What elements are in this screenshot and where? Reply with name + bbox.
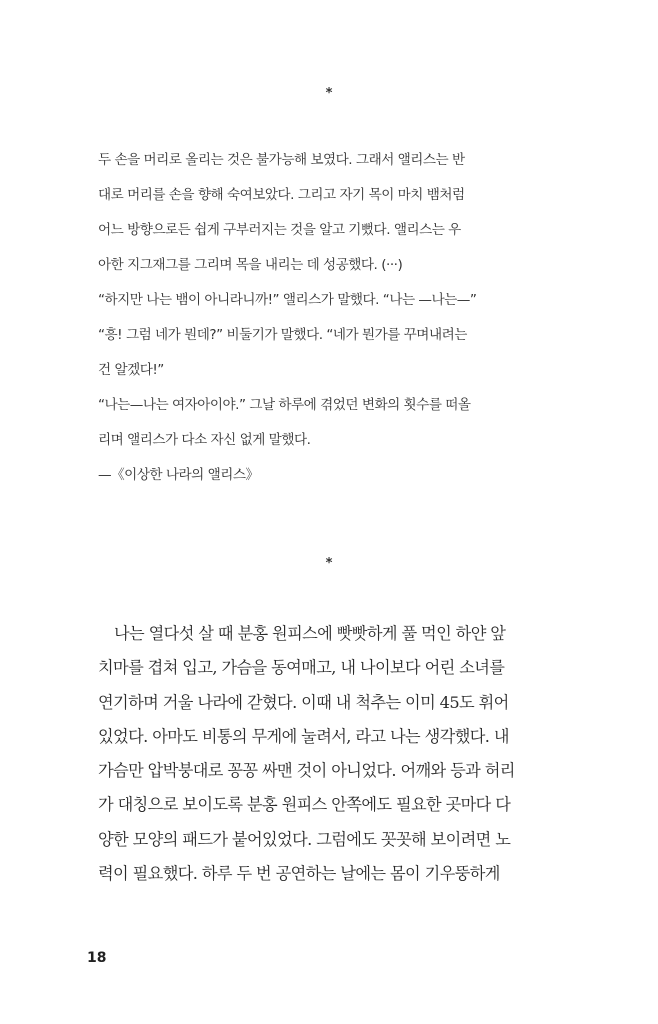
body-line: 연기하며 거울 나라에 갇혔다. 이때 내 척추는 이미 45도 휘어 (98, 692, 509, 712)
quote-line: 두 손을 머리로 올리는 것은 불가능해 보였다. 그래서 앨리스는 반 (98, 152, 465, 168)
body-line: 가 대칭으로 보이도록 분홍 원피스 안쪽에도 필요한 곳마다 다 (98, 795, 511, 815)
body-line: 가슴만 압박붕대로 꽁꽁 싸맨 것이 아니었다. 어깨와 등과 허리 (98, 761, 515, 781)
body-paragraph (98, 620, 530, 894)
body-line: 치마를 겹쳐 입고, 가슴을 동여매고, 내 나이보다 어린 소녀를 (98, 658, 505, 678)
quote-line: “흥! 그럼 네가 뭔데?” 비둘기가 말했다. “네가 뭔가를 꾸며내려는 (98, 327, 467, 343)
body-line: 력이 필요했다. 하루 두 번 공연하는 날에는 몸이 기우뚱하게 (98, 864, 500, 884)
epigraph-quote (98, 148, 528, 498)
quote-line: “나는—나는 여자아이야.” 그날 하루에 겪었던 변화의 횟수를 떠올 (98, 397, 471, 413)
body-line: 나는 열다섯 살 때 분홍 원피스에 빳빳하게 풀 먹인 하얀 앞 (114, 624, 506, 643)
section-separator-top: * (325, 86, 333, 101)
quote-source: —《이상한 나라의 앨리스》 (98, 467, 259, 483)
body-line: 양한 모양의 패드가 붙어있었다. 그럼에도 꼿꼿해 보이려면 노 (98, 829, 511, 849)
quote-line: 리며 앨리스가 다소 자신 없게 말했다. (98, 432, 311, 448)
page-number: 18 (87, 950, 107, 966)
section-separator-bottom: * (325, 556, 333, 571)
quote-line: 어느 방향으로든 쉽게 구부러지는 것을 알고 기뻤다. 앨리스는 우 (98, 222, 461, 238)
quote-line: 대로 머리를 손을 향해 숙여보았다. 그리고 자기 목이 마치 뱀처럼 (98, 187, 465, 203)
quote-line: 아한 지그재그를 그리며 목을 내리는 데 성공했다. (···) (98, 257, 403, 273)
quote-line: “하지만 나는 뱀이 아니라니까!” 앨리스가 말했다. “나는 —나는—” (98, 292, 477, 308)
body-line: 있었다. 아마도 비통의 무게에 눌려서, 라고 나는 생각했다. 내 (98, 726, 509, 746)
quote-line: 건 알겠다!” (98, 362, 164, 378)
